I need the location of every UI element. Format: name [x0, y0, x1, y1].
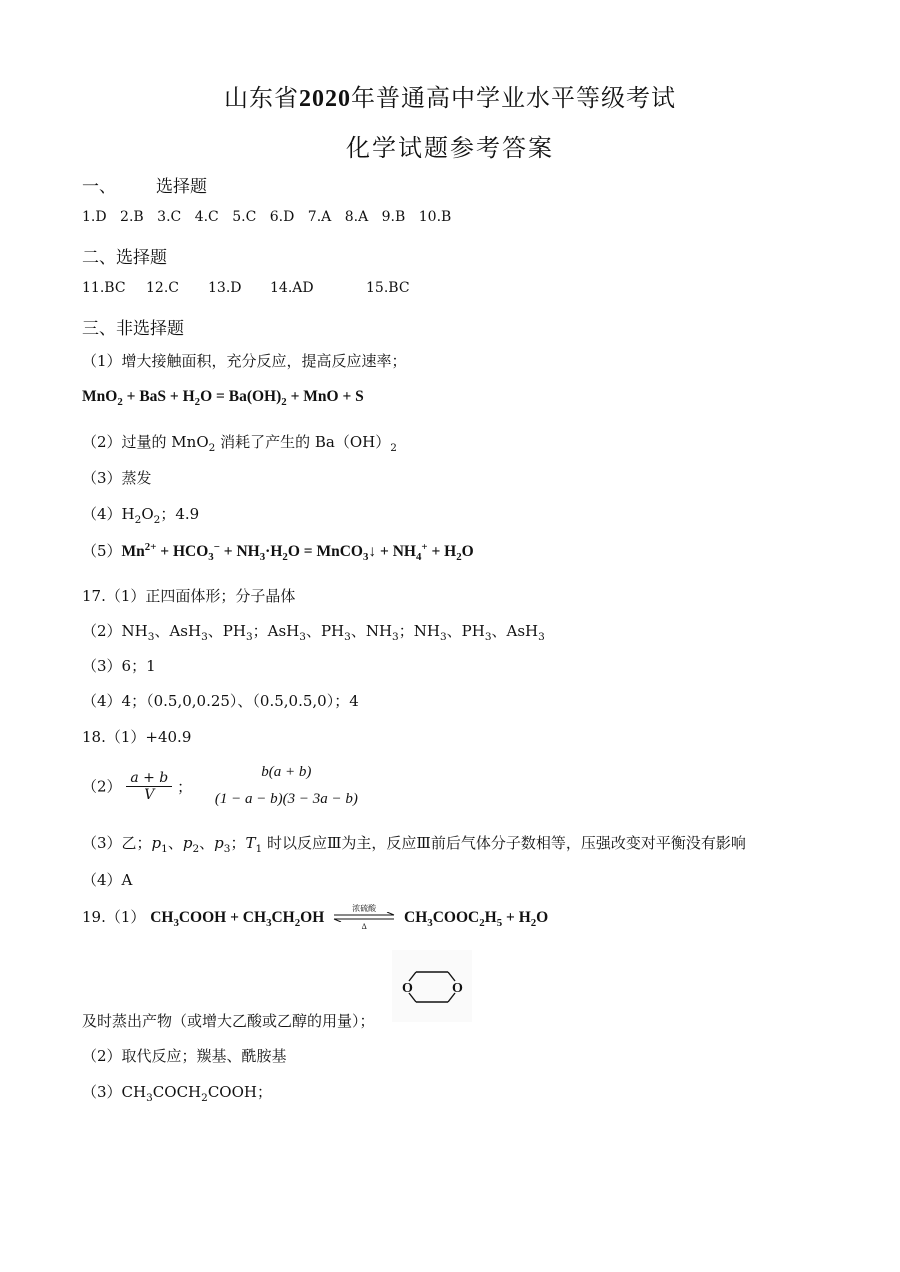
- dioxane-structure-icon: [392, 950, 472, 1022]
- section1-title: 选择题: [156, 177, 207, 197]
- q16-part5: $(5)Mn^{2+} + HCO_3^- + NH_3\cdot H_2O$ = MnCO$_3$↓ + $NH_4^+ + H_2O$: [82, 540, 474, 564]
- answer-item: 10.B: [418, 209, 452, 225]
- page-title: [0, 78, 900, 113]
- q19-esterification-equation: $CH_3COOH + CH_3CH_2OH$ 浓硫酸 Δ $CH_3COOC_2H_5 + H_2O$: [150, 904, 549, 932]
- q16-part1: （1）增大接触面积，充分反应，提高反应速率；: [82, 352, 407, 370]
- answer-item: 12.C: [146, 280, 179, 296]
- q17-part2: $(2)NH_3$、AsH$_3$、$PH_3$；AsH$_3$、$PH_3$、$NH_3$；$NH_3$、$PH_3$、AsH$_3$: [82, 622, 545, 643]
- section2-answers: [82, 280, 410, 296]
- q19-part1-continued: 及时蒸出产物（或增大乙酸或乙醇的用量）；: [82, 1012, 375, 1030]
- section1-number: 一、: [82, 177, 116, 197]
- section1-answers: [82, 209, 460, 225]
- answer-item: 2.B: [120, 209, 144, 225]
- q16-equation1: MnO$_2$ + BaS + $H_2O = Ba(OH)_2$ + MnO + S: [82, 388, 364, 409]
- title-prefix: 山东省: [224, 84, 299, 112]
- svg-text:O: O: [402, 981, 413, 996]
- q19-part1: 19.（1） $CH_3COOH + CH_3CH_2OH$ 浓硫酸 Δ $CH_3COOC_2H_5 + H_2O$: [82, 904, 549, 932]
- answer-item: 8.A: [344, 209, 369, 225]
- q16-part2: （2）过量的 MnO$_2$ 消耗了产生的 $Ba(OH)_2$: [82, 433, 397, 454]
- q17-part4: （4）4；（0.5,0,0.25）、（0.5,0.5,0）；4: [82, 692, 359, 710]
- answer-item: 9.B: [381, 209, 406, 225]
- answer-item: 5.C: [232, 209, 257, 225]
- reversible-arrow-icon: 浓硫酸 Δ: [332, 909, 396, 927]
- answer-item: 1.D: [82, 209, 107, 225]
- q17-part3: （3）6；1: [82, 657, 156, 675]
- answer-item: 4.C: [194, 209, 219, 225]
- answer-item: 7.A: [307, 209, 332, 225]
- q19-part2: （2）取代反应；羰基、酰胺基: [82, 1047, 287, 1065]
- section2-heading: 二、选择题: [82, 248, 167, 268]
- q16-part4: $(4)H_2O_2$；4.9: [82, 505, 200, 526]
- answer-item: 6.D: [269, 209, 295, 225]
- q18-part2: （2） $\frac{a + b}{V}$ ； b(a + b) (1 − a − b)(3 − 3a − b): [82, 764, 358, 807]
- q18-part3: （3）乙；$p_1$、$p_2$、$p_3$；$T_1$ 时以反应Ⅲ为主，反应Ⅲ前后气体分子数相等，压强改变对平衡没有影响: [82, 834, 746, 855]
- answer-item: 15.BC: [366, 280, 410, 296]
- answer-item: 11.BC: [82, 280, 126, 296]
- answer-item: 13.D: [208, 280, 242, 296]
- section3-heading: 三、非选择题: [82, 319, 184, 339]
- title-year: 2020: [299, 86, 351, 112]
- page-subtitle: 化学试题参考答案: [346, 134, 554, 162]
- q16-equation5: $Mn^{2+} + HCO_3^- + NH_3\cdot H_2O$ = MnCO$_3$↓ + $NH_4^+ + H_2O$: [121, 540, 474, 564]
- title-suffix: 年普通高中学业水平等级考试: [351, 84, 676, 112]
- q19-part3: $(3)CH_3COCH_2COOH$；: [82, 1083, 272, 1104]
- q17-part1: 17.（1）正四面体形；分子晶体: [82, 587, 296, 605]
- q16-part3: （3）蒸发: [82, 469, 152, 487]
- q18-part1: 18.（1）+40.9: [82, 728, 192, 746]
- fraction-concentration: $\frac{a + b}{V}$: [126, 770, 172, 803]
- fraction-equilibrium-constant: b(a + b) (1 − a − b)(3 − 3a − b): [214, 764, 358, 807]
- svg-text:O: O: [452, 981, 463, 996]
- answer-item: 3.C: [157, 209, 182, 225]
- section1-heading: [82, 172, 207, 197]
- answer-item: 14.AD: [270, 280, 314, 296]
- q18-part4: （4）A: [82, 871, 133, 889]
